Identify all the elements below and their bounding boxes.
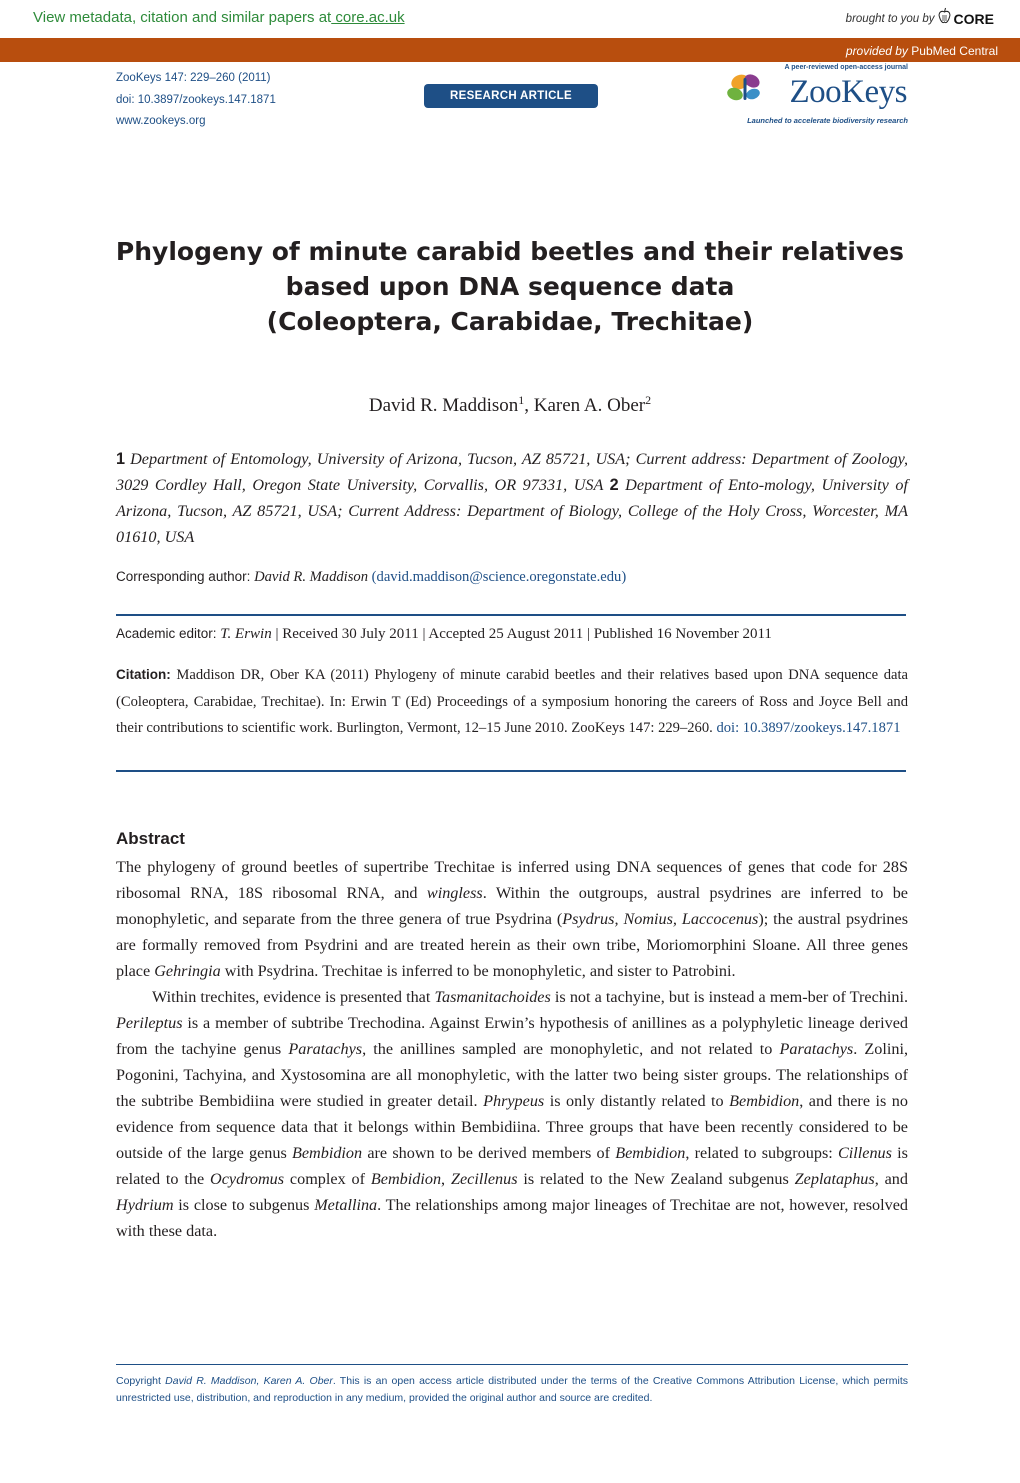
journal-info [116, 68, 276, 133]
author-1-affil-marker: 1 [518, 393, 525, 407]
core-name: CORE [953, 11, 994, 27]
journal-website[interactable]: www.zookeys.org [116, 115, 206, 127]
abstract-body [116, 854, 908, 1244]
editorial-dates [116, 626, 908, 643]
author-1: David R. Maddison [368, 395, 519, 416]
abstract-text-run: , related to subgroups: [685, 1144, 838, 1162]
abstract-taxon-name: Ocydromus [210, 1170, 285, 1188]
footer-divider [116, 1364, 908, 1365]
dates-text: | Received 30 July 2011 | Accepted 25 August 2011 | Published 16 November 2011 [271, 626, 772, 642]
abstract-text-run: is close to subgenus [173, 1196, 315, 1214]
abstract-heading: Abstract [116, 829, 185, 848]
logo-name: ZooKeys [789, 74, 907, 110]
abstract-taxon-name: Zecillenus [450, 1170, 518, 1188]
abstract-text-run: is not a tachyine, but is instead a mem-ber of Trechini. [550, 988, 908, 1006]
author-2: Karen A. Ober [533, 395, 646, 416]
core-banner [0, 0, 1020, 38]
abstract-taxon-name: Tasmanitachoides [434, 988, 551, 1006]
logo-tagline-bottom: Launched to accelerate biodiversity research [747, 116, 908, 125]
paper-title [100, 234, 920, 339]
abstract-taxon-name: Bembidion [370, 1170, 442, 1188]
abstract-taxon-name: Zeplataphus [794, 1170, 875, 1188]
abstract-taxon-name: wingless [426, 884, 483, 902]
abstract-taxon-name: Bembidion [729, 1092, 800, 1110]
brought-text: brought to you by [845, 13, 935, 25]
abstract-taxon-name: Bembidion [291, 1144, 363, 1162]
affil-1-text: Department of Entomology, University of Arizona, Tucson, AZ 85721, USA; Current address: Department of Zoology, 3029 Cordley Hall, Oregon State University, Corvallis, OR 97331, USA [116, 450, 908, 494]
abstract-text-run: Within trechites, evidence is presented that [152, 988, 435, 1006]
abstract-taxon-name: Psydrus, Nomius, Laccocenus [562, 910, 759, 928]
abstract-text-run: , and there is no evidence from sequence data that it belongs within Bembidiina. Three groups that have been recently considered to be outside of the large genus [116, 1092, 908, 1162]
abstract-text-run: are shown to be derived members of [362, 1144, 616, 1162]
divider-bottom [116, 770, 906, 772]
title-line-2: based upon DNA sequence data [285, 272, 735, 301]
abstract-text-run: . The relationships among major lineages of Trechitae are not, however, resolved with these data. [116, 1196, 908, 1240]
abstract-text-run: is a member of subtribe Trechodina. Against Erwin’s hypothesis of anillines as a polyphyletic lineage derived from the tachyine genus [116, 1014, 908, 1058]
corresponding-author [116, 569, 626, 586]
brought-to-you-by [846, 11, 994, 27]
abstract-taxon-name: Cillenus [837, 1144, 892, 1162]
citation-doi-link[interactable]: doi: 10.3897/zookeys.147.1871 [716, 720, 901, 736]
corresp-name: David R. Maddison [254, 569, 368, 585]
copyright-label: Copyright [116, 1375, 166, 1387]
corresp-email-link[interactable]: (david.maddison@science.oregonstate.edu) [371, 569, 627, 585]
core-apple-icon [938, 7, 951, 25]
divider-top [116, 614, 906, 616]
abstract-taxon-name: Hydrium [116, 1196, 174, 1214]
copyright-notice [116, 1373, 908, 1407]
journal-citation: ZooKeys 147: 229–260 (2011) [116, 72, 271, 84]
citation-label: Citation: [116, 667, 177, 682]
zookeys-butterfly-icon [726, 70, 764, 108]
abstract-text-run: , [441, 1170, 451, 1188]
abstract-text-run: . Zolini, Pogonini, Tachyina, and Xystosomina are all monophyletic, with the latter two being sister groups. The relationships of the subtribe Bembidiina were studied in greater detail. [116, 1040, 908, 1110]
core-metadata-link[interactable]: View metadata, citation and similar papers at core.ac.uk [33, 9, 405, 26]
abstract-taxon-name: Perileptus [116, 1014, 183, 1032]
author-2-affil-marker: 2 [645, 393, 652, 407]
author-separator: , [524, 395, 534, 416]
affil-2-number: 2 [609, 476, 619, 494]
author-list [0, 393, 1020, 417]
citation-text: Maddison DR, Ober KA (2011) Phylogeny of minute carabid beetles and their relatives based upon DNA sequence data (Coleoptera, Carabidae, Trechitae). In: Erwin T (Ed) Proceedings of a symposium honoring the careers of Ross and Joyce Bell and their contributions to scientific work. Burlington, Vermont, 12–15 June 2010. ZooKeys 147: 229–260. [116, 667, 909, 736]
zookeys-logo [726, 64, 908, 128]
abstract-text-run: is related to the New Zealand subgenus [517, 1170, 795, 1188]
journal-doi[interactable]: doi: 10.3897/zookeys.147.1871 [116, 93, 276, 106]
copyright-authors: David R. Maddison, Karen A. Ober [165, 1375, 333, 1387]
abstract-text-run: , and [874, 1170, 908, 1188]
corresp-label: Corresponding author: [116, 569, 255, 584]
abstract-paragraph-1 [116, 854, 908, 984]
abstract-text-run: The phylogeny of ground beetles of supertribe Trechitae is inferred using DNA sequences of genes that code for 28S ribosomal RNA, 18S ribosomal RNA, and [116, 858, 908, 902]
logo-tagline-top: A peer-reviewed open-access journal [784, 64, 908, 71]
copyright-text: . This is an open access article distributed under the terms of the Creative Commons Attribution License, which permits unrestricted use, distribution, and reproduction in any medium, provided the original author and source are credited. [116, 1375, 908, 1404]
title-line-1: Phylogeny of minute carabid beetles and their relatives [115, 237, 905, 266]
abstract-taxon-name: Phrypeus [483, 1092, 545, 1110]
abstract-text-run: with Psydrina. Trechitae is inferred to be monophyletic, and sister to Patrobini. [220, 962, 736, 980]
abstract-taxon-name: Paratachys [288, 1040, 363, 1058]
abstract-taxon-name: Paratachys [779, 1040, 854, 1058]
article-type-badge: RESEARCH ARTICLE [424, 84, 598, 108]
affiliations [116, 446, 908, 550]
abstract-text-run: . Within the outgroups, austral psydrines are inferred to be monophyletic, and separate from the three genera of true Psydrina ( [116, 884, 908, 928]
abstract-paragraph-2 [116, 984, 908, 1244]
abstract-text-run: complex of [284, 1170, 371, 1188]
abstract-text-run: , the anillines sampled are monophyletic, and not related to [362, 1040, 780, 1058]
affil-2-text: Department of Ento-mology, University of Arizona, Tucson, AZ 85721, USA; Current Address: Department of Biology, College of the Holy Cross, Worcester, MA 01610, USA [116, 476, 908, 546]
abstract-text-run: ); the austral psydrines are formally removed from Psydrini and are treated herein as their own tribe, Moriomorphini Sloane. All three genes place [116, 910, 909, 980]
provider-link[interactable]: PubMed Central [911, 44, 998, 58]
citation-block [116, 662, 908, 742]
title-line-3: (Coleoptera, Carabidae, Trechitae) [266, 307, 754, 336]
abstract-taxon-name: Bembidion [615, 1144, 686, 1162]
editor-label: Academic editor: [116, 626, 221, 641]
abstract-taxon-name: Gehringia [154, 962, 221, 980]
abstract-text-run: is related to the [116, 1144, 908, 1188]
abstract-taxon-name: Metallina [314, 1196, 378, 1214]
editor-name: T. Erwin [220, 626, 272, 642]
affil-1-number: 1 [116, 450, 126, 468]
provided-by: provided by PubMed Central [845, 44, 998, 58]
abstract-text-run: is only distantly related to [544, 1092, 730, 1110]
